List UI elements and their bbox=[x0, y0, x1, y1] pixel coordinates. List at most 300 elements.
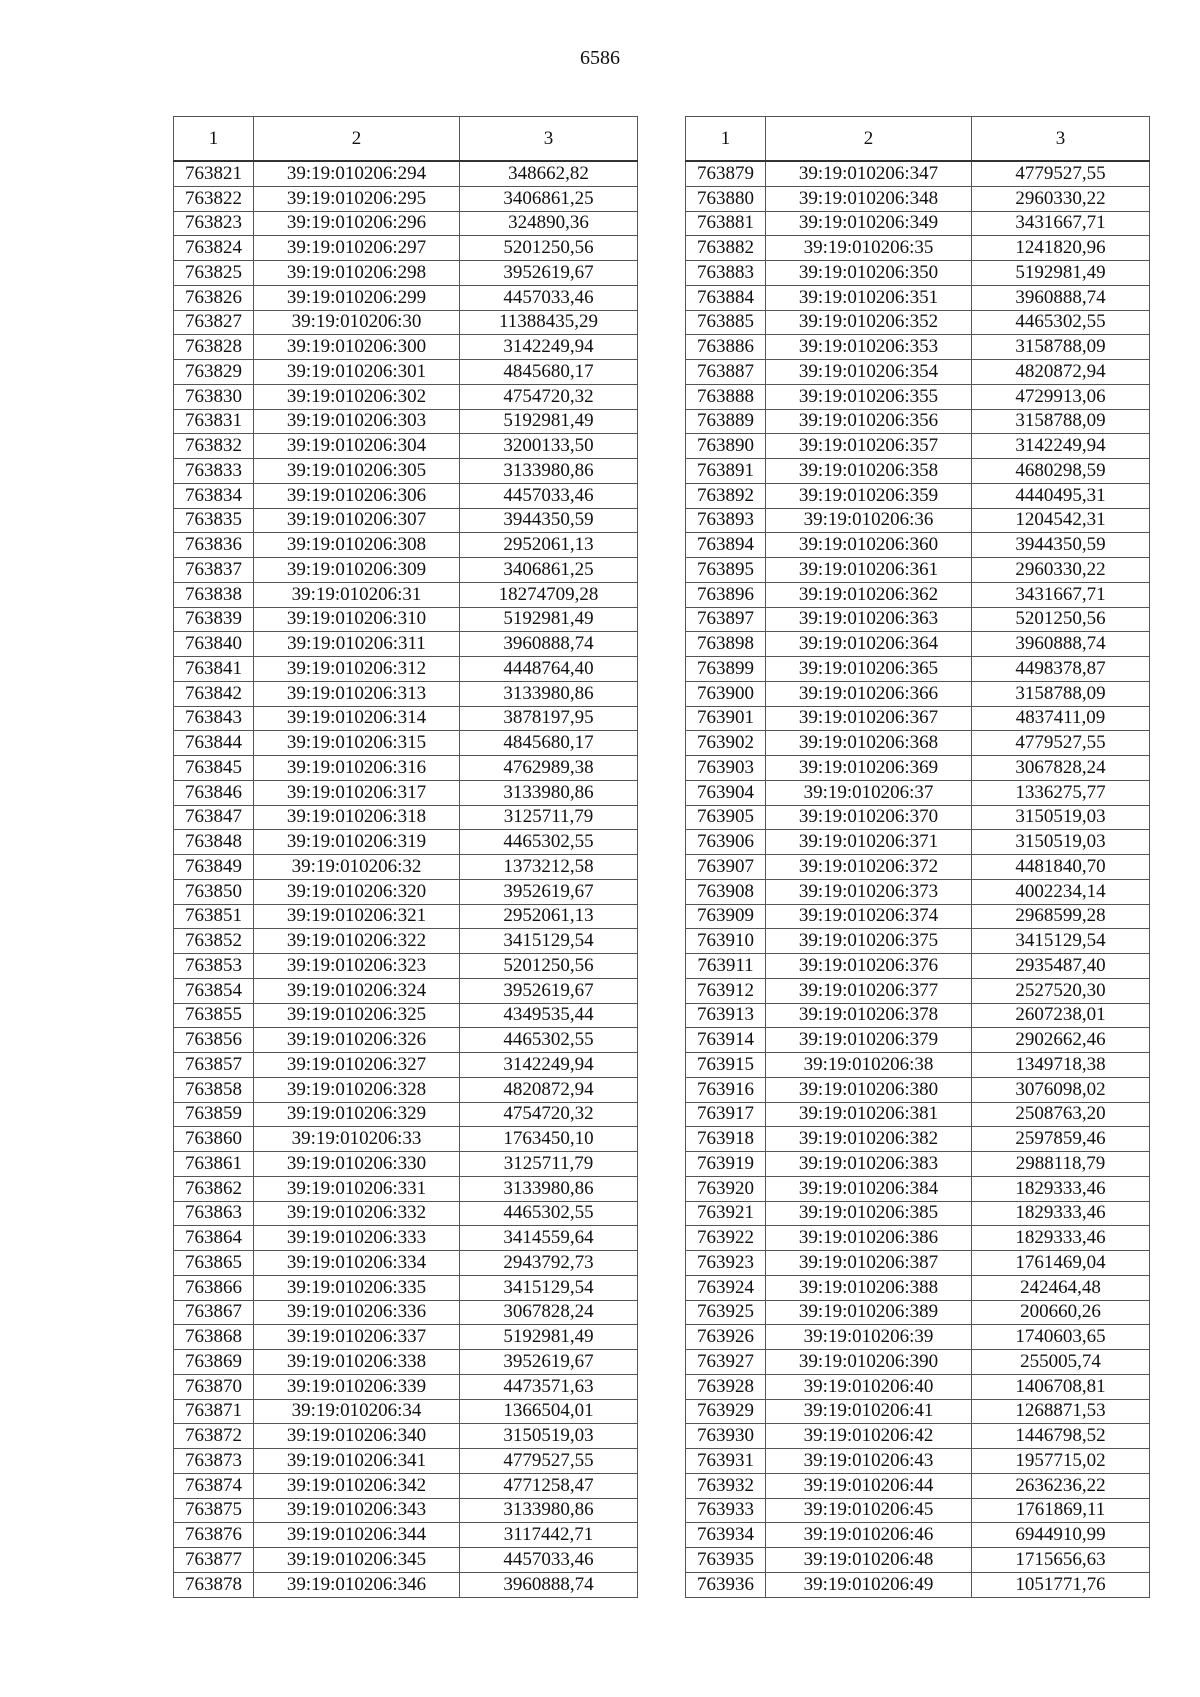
cadastral-number-cell: 39:19:010206:383 bbox=[766, 1152, 972, 1177]
cadastral-number-cell: 39:19:010206:346 bbox=[254, 1572, 460, 1597]
cadastral-number-cell: 39:19:010206:326 bbox=[254, 1028, 460, 1053]
value-cell: 4448764,40 bbox=[460, 657, 638, 682]
cadastral-number-cell: 39:19:010206:298 bbox=[254, 261, 460, 286]
value-cell: 4779527,55 bbox=[460, 1449, 638, 1474]
cadastral-number-cell: 39:19:010206:382 bbox=[766, 1127, 972, 1152]
row-number-cell: 763910 bbox=[686, 929, 766, 954]
cadastral-number-cell: 39:19:010206:368 bbox=[766, 731, 972, 756]
value-cell: 1829333,46 bbox=[972, 1176, 1150, 1201]
row-number-cell: 763906 bbox=[686, 830, 766, 855]
column-header-2: 2 bbox=[766, 117, 972, 162]
table-row bbox=[174, 904, 638, 929]
cadastral-number-cell: 39:19:010206:39 bbox=[766, 1325, 972, 1350]
cadastral-number-cell: 39:19:010206:41 bbox=[766, 1399, 972, 1424]
row-number-cell: 763923 bbox=[686, 1251, 766, 1276]
row-number-cell: 763835 bbox=[174, 508, 254, 533]
right-table bbox=[685, 116, 1150, 1598]
value-cell: 3133980,86 bbox=[460, 1498, 638, 1523]
row-number-cell: 763888 bbox=[686, 384, 766, 409]
cadastral-number-cell: 39:19:010206:385 bbox=[766, 1201, 972, 1226]
row-number-cell: 763892 bbox=[686, 483, 766, 508]
value-cell: 3960888,74 bbox=[460, 632, 638, 657]
row-number-cell: 763831 bbox=[174, 409, 254, 434]
value-cell: 4473571,63 bbox=[460, 1374, 638, 1399]
cadastral-number-cell: 39:19:010206:316 bbox=[254, 756, 460, 781]
column-header-3: 3 bbox=[460, 117, 638, 162]
row-number-cell: 763891 bbox=[686, 459, 766, 484]
table-row bbox=[686, 335, 1150, 360]
cadastral-number-cell: 39:19:010206:320 bbox=[254, 879, 460, 904]
cadastral-number-cell: 39:19:010206:314 bbox=[254, 706, 460, 731]
table-row bbox=[174, 211, 638, 236]
value-cell: 3133980,86 bbox=[460, 459, 638, 484]
table-row bbox=[686, 929, 1150, 954]
table-row bbox=[174, 384, 638, 409]
cadastral-number-cell: 39:19:010206:307 bbox=[254, 508, 460, 533]
cadastral-number-cell: 39:19:010206:48 bbox=[766, 1548, 972, 1573]
table-row bbox=[686, 310, 1150, 335]
value-cell: 4754720,32 bbox=[460, 1102, 638, 1127]
cadastral-number-cell: 39:19:010206:355 bbox=[766, 384, 972, 409]
table-row bbox=[174, 1176, 638, 1201]
row-number-cell: 763838 bbox=[174, 582, 254, 607]
table-row bbox=[686, 459, 1150, 484]
cadastral-number-cell: 39:19:010206:46 bbox=[766, 1523, 972, 1548]
value-cell: 2935487,40 bbox=[972, 954, 1150, 979]
value-cell: 3960888,74 bbox=[972, 285, 1150, 310]
table-row bbox=[686, 1028, 1150, 1053]
table-row bbox=[686, 1077, 1150, 1102]
row-number-cell: 763877 bbox=[174, 1548, 254, 1573]
table-row bbox=[174, 1127, 638, 1152]
row-number-cell: 763889 bbox=[686, 409, 766, 434]
left-table bbox=[173, 116, 638, 1598]
cadastral-number-cell: 39:19:010206:304 bbox=[254, 434, 460, 459]
table-row bbox=[174, 1374, 638, 1399]
cadastral-number-cell: 39:19:010206:342 bbox=[254, 1473, 460, 1498]
value-cell: 3142249,94 bbox=[460, 335, 638, 360]
cadastral-number-cell: 39:19:010206:343 bbox=[254, 1498, 460, 1523]
row-number-cell: 763875 bbox=[174, 1498, 254, 1523]
cadastral-number-cell: 39:19:010206:312 bbox=[254, 657, 460, 682]
cadastral-number-cell: 39:19:010206:329 bbox=[254, 1102, 460, 1127]
table-row bbox=[174, 533, 638, 558]
value-cell: 3117442,71 bbox=[460, 1523, 638, 1548]
row-number-cell: 763930 bbox=[686, 1424, 766, 1449]
table-row bbox=[686, 855, 1150, 880]
table-row bbox=[174, 186, 638, 211]
value-cell: 4845680,17 bbox=[460, 360, 638, 385]
row-number-cell: 763925 bbox=[686, 1300, 766, 1325]
row-number-cell: 763874 bbox=[174, 1473, 254, 1498]
table-row bbox=[174, 1201, 638, 1226]
cadastral-number-cell: 39:19:010206:33 bbox=[254, 1127, 460, 1152]
value-cell: 4481840,70 bbox=[972, 855, 1150, 880]
table-row bbox=[686, 360, 1150, 385]
row-number-cell: 763856 bbox=[174, 1028, 254, 1053]
value-cell: 1829333,46 bbox=[972, 1201, 1150, 1226]
table-row bbox=[174, 409, 638, 434]
table-row bbox=[686, 1176, 1150, 1201]
cadastral-number-cell: 39:19:010206:375 bbox=[766, 929, 972, 954]
row-number-cell: 763919 bbox=[686, 1152, 766, 1177]
value-cell: 4498378,87 bbox=[972, 657, 1150, 682]
cadastral-number-cell: 39:19:010206:315 bbox=[254, 731, 460, 756]
row-number-cell: 763849 bbox=[174, 855, 254, 880]
value-cell: 4845680,17 bbox=[460, 731, 638, 756]
value-cell: 3944350,59 bbox=[460, 508, 638, 533]
value-cell: 4729913,06 bbox=[972, 384, 1150, 409]
value-cell: 5192981,49 bbox=[460, 607, 638, 632]
table-row bbox=[686, 954, 1150, 979]
cadastral-number-cell: 39:19:010206:347 bbox=[766, 161, 972, 186]
value-cell: 3067828,24 bbox=[972, 756, 1150, 781]
table-row bbox=[686, 904, 1150, 929]
row-number-cell: 763852 bbox=[174, 929, 254, 954]
value-cell: 2607238,01 bbox=[972, 1003, 1150, 1028]
table-row bbox=[174, 780, 638, 805]
row-number-cell: 763826 bbox=[174, 285, 254, 310]
cadastral-number-cell: 39:19:010206:321 bbox=[254, 904, 460, 929]
row-number-cell: 763931 bbox=[686, 1449, 766, 1474]
table-row bbox=[174, 978, 638, 1003]
table-row bbox=[174, 1077, 638, 1102]
value-cell: 1051771,76 bbox=[972, 1572, 1150, 1597]
value-cell: 3406861,25 bbox=[460, 558, 638, 583]
table-row bbox=[686, 161, 1150, 186]
value-cell: 2943792,73 bbox=[460, 1251, 638, 1276]
value-cell: 3125711,79 bbox=[460, 805, 638, 830]
value-cell: 4465302,55 bbox=[460, 1201, 638, 1226]
cadastral-number-cell: 39:19:010206:336 bbox=[254, 1300, 460, 1325]
table-row bbox=[174, 1523, 638, 1548]
value-cell: 2597859,46 bbox=[972, 1127, 1150, 1152]
table-row bbox=[174, 1300, 638, 1325]
cadastral-number-cell: 39:19:010206:377 bbox=[766, 978, 972, 1003]
row-number-cell: 763823 bbox=[174, 211, 254, 236]
table-row bbox=[686, 384, 1150, 409]
table-row bbox=[174, 1548, 638, 1573]
value-cell: 4762989,38 bbox=[460, 756, 638, 781]
cadastral-number-cell: 39:19:010206:305 bbox=[254, 459, 460, 484]
table-row bbox=[686, 1424, 1150, 1449]
value-cell: 5192981,49 bbox=[972, 261, 1150, 286]
table-row bbox=[686, 1548, 1150, 1573]
row-number-cell: 763914 bbox=[686, 1028, 766, 1053]
value-cell: 3142249,94 bbox=[972, 434, 1150, 459]
table-row bbox=[174, 1350, 638, 1375]
cadastral-number-cell: 39:19:010206:338 bbox=[254, 1350, 460, 1375]
cadastral-number-cell: 39:19:010206:363 bbox=[766, 607, 972, 632]
value-cell: 2527520,30 bbox=[972, 978, 1150, 1003]
table-row bbox=[686, 1498, 1150, 1523]
page-number: 6586 bbox=[580, 47, 620, 69]
row-number-cell: 763932 bbox=[686, 1473, 766, 1498]
cadastral-number-cell: 39:19:010206:322 bbox=[254, 929, 460, 954]
table-row bbox=[686, 1003, 1150, 1028]
table-row bbox=[686, 1152, 1150, 1177]
table-row bbox=[174, 1275, 638, 1300]
table-row bbox=[686, 1102, 1150, 1127]
value-cell: 4002234,14 bbox=[972, 879, 1150, 904]
value-cell: 3431667,71 bbox=[972, 211, 1150, 236]
cadastral-number-cell: 39:19:010206:349 bbox=[766, 211, 972, 236]
row-number-cell: 763842 bbox=[174, 681, 254, 706]
row-number-cell: 763854 bbox=[174, 978, 254, 1003]
value-cell: 3415129,54 bbox=[460, 1275, 638, 1300]
value-cell: 1336275,77 bbox=[972, 780, 1150, 805]
table-row bbox=[174, 1226, 638, 1251]
cadastral-number-cell: 39:19:010206:364 bbox=[766, 632, 972, 657]
value-cell: 200660,26 bbox=[972, 1300, 1150, 1325]
table-row bbox=[686, 681, 1150, 706]
row-number-cell: 763827 bbox=[174, 310, 254, 335]
table-row bbox=[174, 236, 638, 261]
cadastral-number-cell: 39:19:010206:360 bbox=[766, 533, 972, 558]
cadastral-number-cell: 39:19:010206:369 bbox=[766, 756, 972, 781]
cadastral-number-cell: 39:19:010206:370 bbox=[766, 805, 972, 830]
row-number-cell: 763864 bbox=[174, 1226, 254, 1251]
table-row bbox=[686, 1449, 1150, 1474]
table-header-row bbox=[174, 117, 638, 162]
value-cell: 1373212,58 bbox=[460, 855, 638, 880]
value-cell: 3960888,74 bbox=[972, 632, 1150, 657]
row-number-cell: 763825 bbox=[174, 261, 254, 286]
cadastral-number-cell: 39:19:010206:49 bbox=[766, 1572, 972, 1597]
row-number-cell: 763898 bbox=[686, 632, 766, 657]
value-cell: 1406708,81 bbox=[972, 1374, 1150, 1399]
value-cell: 4465302,55 bbox=[460, 830, 638, 855]
cadastral-number-cell: 39:19:010206:303 bbox=[254, 409, 460, 434]
value-cell: 5192981,49 bbox=[460, 409, 638, 434]
row-number-cell: 763861 bbox=[174, 1152, 254, 1177]
table-row bbox=[174, 929, 638, 954]
cadastral-number-cell: 39:19:010206:31 bbox=[254, 582, 460, 607]
value-cell: 1204542,31 bbox=[972, 508, 1150, 533]
cadastral-number-cell: 39:19:010206:390 bbox=[766, 1350, 972, 1375]
cadastral-number-cell: 39:19:010206:328 bbox=[254, 1077, 460, 1102]
value-cell: 4754720,32 bbox=[460, 384, 638, 409]
table-row bbox=[686, 1127, 1150, 1152]
value-cell: 4465302,55 bbox=[460, 1028, 638, 1053]
right-table-body bbox=[686, 161, 1150, 1597]
cadastral-number-cell: 39:19:010206:40 bbox=[766, 1374, 972, 1399]
cadastral-number-cell: 39:19:010206:389 bbox=[766, 1300, 972, 1325]
row-number-cell: 763844 bbox=[174, 731, 254, 756]
cadastral-number-cell: 39:19:010206:365 bbox=[766, 657, 972, 682]
cadastral-number-cell: 39:19:010206:311 bbox=[254, 632, 460, 657]
value-cell: 4820872,94 bbox=[972, 360, 1150, 385]
row-number-cell: 763935 bbox=[686, 1548, 766, 1573]
cadastral-number-cell: 39:19:010206:310 bbox=[254, 607, 460, 632]
value-cell: 3158788,09 bbox=[972, 681, 1150, 706]
value-cell: 5201250,56 bbox=[460, 954, 638, 979]
table-row bbox=[174, 1003, 638, 1028]
row-number-cell: 763897 bbox=[686, 607, 766, 632]
value-cell: 3133980,86 bbox=[460, 1176, 638, 1201]
value-cell: 3158788,09 bbox=[972, 335, 1150, 360]
table-row bbox=[174, 558, 638, 583]
row-number-cell: 763918 bbox=[686, 1127, 766, 1152]
cadastral-number-cell: 39:19:010206:381 bbox=[766, 1102, 972, 1127]
row-number-cell: 763887 bbox=[686, 360, 766, 385]
row-number-cell: 763863 bbox=[174, 1201, 254, 1226]
row-number-cell: 763870 bbox=[174, 1374, 254, 1399]
value-cell: 2960330,22 bbox=[972, 186, 1150, 211]
value-cell: 1349718,38 bbox=[972, 1053, 1150, 1078]
table-row bbox=[686, 879, 1150, 904]
row-number-cell: 763926 bbox=[686, 1325, 766, 1350]
table-row bbox=[174, 954, 638, 979]
row-number-cell: 763916 bbox=[686, 1077, 766, 1102]
table-row bbox=[686, 558, 1150, 583]
value-cell: 3158788,09 bbox=[972, 409, 1150, 434]
row-number-cell: 763862 bbox=[174, 1176, 254, 1201]
row-number-cell: 763893 bbox=[686, 508, 766, 533]
cadastral-number-cell: 39:19:010206:386 bbox=[766, 1226, 972, 1251]
value-cell: 3150519,03 bbox=[460, 1424, 638, 1449]
value-cell: 3133980,86 bbox=[460, 780, 638, 805]
cadastral-number-cell: 39:19:010206:308 bbox=[254, 533, 460, 558]
row-number-cell: 763868 bbox=[174, 1325, 254, 1350]
value-cell: 3406861,25 bbox=[460, 186, 638, 211]
value-cell: 3414559,64 bbox=[460, 1226, 638, 1251]
cadastral-number-cell: 39:19:010206:376 bbox=[766, 954, 972, 979]
row-number-cell: 763890 bbox=[686, 434, 766, 459]
cadastral-number-cell: 39:19:010206:296 bbox=[254, 211, 460, 236]
value-cell: 3150519,03 bbox=[972, 830, 1150, 855]
cadastral-number-cell: 39:19:010206:44 bbox=[766, 1473, 972, 1498]
row-number-cell: 763837 bbox=[174, 558, 254, 583]
row-number-cell: 763907 bbox=[686, 855, 766, 880]
cadastral-number-cell: 39:19:010206:309 bbox=[254, 558, 460, 583]
row-number-cell: 763878 bbox=[174, 1572, 254, 1597]
cadastral-number-cell: 39:19:010206:42 bbox=[766, 1424, 972, 1449]
cadastral-number-cell: 39:19:010206:330 bbox=[254, 1152, 460, 1177]
cadastral-number-cell: 39:19:010206:318 bbox=[254, 805, 460, 830]
table-row bbox=[686, 756, 1150, 781]
cadastral-number-cell: 39:19:010206:379 bbox=[766, 1028, 972, 1053]
row-number-cell: 763913 bbox=[686, 1003, 766, 1028]
cadastral-number-cell: 39:19:010206:341 bbox=[254, 1449, 460, 1474]
row-number-cell: 763832 bbox=[174, 434, 254, 459]
row-number-cell: 763853 bbox=[174, 954, 254, 979]
cadastral-number-cell: 39:19:010206:387 bbox=[766, 1251, 972, 1276]
table-row bbox=[174, 1449, 638, 1474]
row-number-cell: 763828 bbox=[174, 335, 254, 360]
value-cell: 5201250,56 bbox=[972, 607, 1150, 632]
value-cell: 4837411,09 bbox=[972, 706, 1150, 731]
row-number-cell: 763924 bbox=[686, 1275, 766, 1300]
table-row bbox=[686, 1473, 1150, 1498]
table-row bbox=[174, 1325, 638, 1350]
cadastral-number-cell: 39:19:010206:332 bbox=[254, 1201, 460, 1226]
table-row bbox=[174, 1053, 638, 1078]
value-cell: 1957715,02 bbox=[972, 1449, 1150, 1474]
value-cell: 1241820,96 bbox=[972, 236, 1150, 261]
row-number-cell: 763884 bbox=[686, 285, 766, 310]
table-row bbox=[686, 1053, 1150, 1078]
value-cell: 4465302,55 bbox=[972, 310, 1150, 335]
cadastral-number-cell: 39:19:010206:371 bbox=[766, 830, 972, 855]
value-cell: 1740603,65 bbox=[972, 1325, 1150, 1350]
cadastral-number-cell: 39:19:010206:34 bbox=[254, 1399, 460, 1424]
value-cell: 255005,74 bbox=[972, 1350, 1150, 1375]
table-row bbox=[174, 1028, 638, 1053]
value-cell: 3133980,86 bbox=[460, 681, 638, 706]
value-cell: 3150519,03 bbox=[972, 805, 1150, 830]
row-number-cell: 763905 bbox=[686, 805, 766, 830]
cadastral-number-cell: 39:19:010206:335 bbox=[254, 1275, 460, 1300]
table-row bbox=[686, 1226, 1150, 1251]
table-row bbox=[174, 756, 638, 781]
table-row bbox=[174, 310, 638, 335]
table-row bbox=[174, 681, 638, 706]
value-cell: 4440495,31 bbox=[972, 483, 1150, 508]
cadastral-number-cell: 39:19:010206:324 bbox=[254, 978, 460, 1003]
row-number-cell: 763933 bbox=[686, 1498, 766, 1523]
cadastral-number-cell: 39:19:010206:334 bbox=[254, 1251, 460, 1276]
cadastral-number-cell: 39:19:010206:345 bbox=[254, 1548, 460, 1573]
row-number-cell: 763848 bbox=[174, 830, 254, 855]
row-number-cell: 763824 bbox=[174, 236, 254, 261]
row-number-cell: 763850 bbox=[174, 879, 254, 904]
value-cell: 3415129,54 bbox=[972, 929, 1150, 954]
value-cell: 6944910,99 bbox=[972, 1523, 1150, 1548]
cadastral-number-cell: 39:19:010206:337 bbox=[254, 1325, 460, 1350]
table-row bbox=[686, 780, 1150, 805]
cadastral-number-cell: 39:19:010206:333 bbox=[254, 1226, 460, 1251]
row-number-cell: 763858 bbox=[174, 1077, 254, 1102]
row-number-cell: 763882 bbox=[686, 236, 766, 261]
table-row bbox=[174, 1498, 638, 1523]
cadastral-number-cell: 39:19:010206:352 bbox=[766, 310, 972, 335]
row-number-cell: 763855 bbox=[174, 1003, 254, 1028]
table-row bbox=[686, 706, 1150, 731]
table-row bbox=[686, 211, 1150, 236]
cadastral-number-cell: 39:19:010206:313 bbox=[254, 681, 460, 706]
cadastral-number-cell: 39:19:010206:306 bbox=[254, 483, 460, 508]
table-row bbox=[174, 434, 638, 459]
cadastral-number-cell: 39:19:010206:374 bbox=[766, 904, 972, 929]
table-row bbox=[686, 607, 1150, 632]
table-row bbox=[174, 1424, 638, 1449]
row-number-cell: 763822 bbox=[174, 186, 254, 211]
column-header-2: 2 bbox=[254, 117, 460, 162]
value-cell: 1829333,46 bbox=[972, 1226, 1150, 1251]
row-number-cell: 763886 bbox=[686, 335, 766, 360]
row-number-cell: 763873 bbox=[174, 1449, 254, 1474]
table-row bbox=[686, 1300, 1150, 1325]
cadastral-number-cell: 39:19:010206:323 bbox=[254, 954, 460, 979]
value-cell: 3944350,59 bbox=[972, 533, 1150, 558]
value-cell: 1446798,52 bbox=[972, 1424, 1150, 1449]
cadastral-number-cell: 39:19:010206:300 bbox=[254, 335, 460, 360]
table-row bbox=[174, 483, 638, 508]
value-cell: 4457033,46 bbox=[460, 1548, 638, 1573]
column-header-1: 1 bbox=[686, 117, 766, 162]
table-row bbox=[174, 879, 638, 904]
value-cell: 3076098,02 bbox=[972, 1077, 1150, 1102]
value-cell: 5201250,56 bbox=[460, 236, 638, 261]
value-cell: 2968599,28 bbox=[972, 904, 1150, 929]
row-number-cell: 763903 bbox=[686, 756, 766, 781]
cadastral-number-cell: 39:19:010206:344 bbox=[254, 1523, 460, 1548]
row-number-cell: 763836 bbox=[174, 533, 254, 558]
table-row bbox=[174, 582, 638, 607]
value-cell: 2902662,46 bbox=[972, 1028, 1150, 1053]
table-row bbox=[174, 161, 638, 186]
